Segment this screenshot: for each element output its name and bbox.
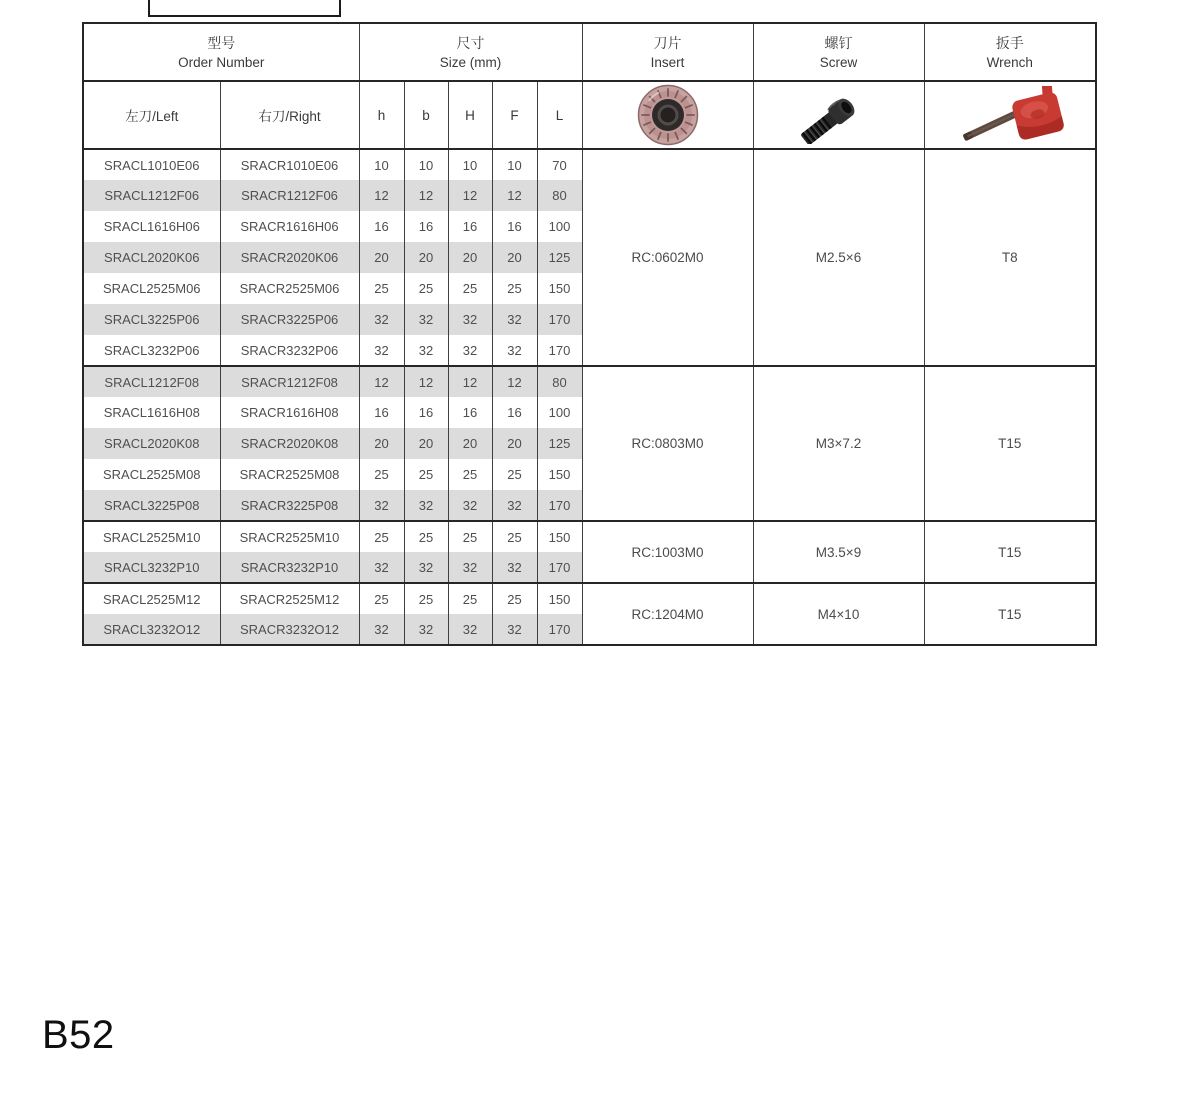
size-H-cell: 10 <box>448 149 492 180</box>
order-right-cell: SRACR1616H06 <box>220 211 359 242</box>
insert-model-cell: RC:1204M0 <box>582 583 753 645</box>
size-F-cell: 32 <box>492 335 537 366</box>
order-right-cell: SRACR2020K06 <box>220 242 359 273</box>
size-F-cell: 25 <box>492 273 537 304</box>
order-left-cell: SRACL2525M10 <box>83 521 220 552</box>
size-F-cell: 10 <box>492 149 537 180</box>
size-L-cell: 125 <box>537 428 582 459</box>
order-right-cell: SRACR2525M12 <box>220 583 359 614</box>
size-H-cell: 16 <box>448 211 492 242</box>
table-row <box>83 366 1096 397</box>
size-h-cell: 16 <box>359 397 404 428</box>
size-h-cell: 16 <box>359 211 404 242</box>
size-b-cell: 16 <box>404 397 448 428</box>
order-left-cell: SRACL1212F06 <box>83 180 220 211</box>
order-right-cell: SRACR3232P10 <box>220 552 359 583</box>
order-right-cell: SRACR3232O12 <box>220 614 359 645</box>
order-right-cell: SRACR2525M08 <box>220 459 359 490</box>
size-H-cell: 32 <box>448 614 492 645</box>
size-h-cell: 25 <box>359 459 404 490</box>
col-header-h: h <box>359 81 404 149</box>
insert-header <box>582 23 753 81</box>
order-right-cell: SRACR3225P06 <box>220 304 359 335</box>
size-H-cell: 12 <box>448 180 492 211</box>
size-b-cell: 32 <box>404 304 448 335</box>
size-F-cell: 16 <box>492 211 537 242</box>
size-F-cell: 32 <box>492 552 537 583</box>
insert-header-zh: 刀片 <box>653 34 682 51</box>
size-b-cell: 25 <box>404 521 448 552</box>
insert-model-cell: RC:1003M0 <box>582 521 753 583</box>
size-H-cell: 20 <box>448 242 492 273</box>
wrench-header-zh: 扳手 <box>995 34 1024 51</box>
size-h-cell: 25 <box>359 583 404 614</box>
screw-header <box>753 23 924 81</box>
screw-header-en: Screw <box>819 54 858 70</box>
table-row <box>83 149 1096 180</box>
order-left-cell: SRACL3225P08 <box>83 490 220 521</box>
size-L-cell: 170 <box>537 490 582 521</box>
size-H-cell: 32 <box>448 552 492 583</box>
order-right-cell: SRACR1616H08 <box>220 397 359 428</box>
screw-header-zh: 螺钉 <box>824 34 853 51</box>
table-row <box>83 583 1096 614</box>
order-left-cell: SRACL3225P06 <box>83 304 220 335</box>
order-right-cell: SRACR3225P08 <box>220 490 359 521</box>
size-h-cell: 10 <box>359 149 404 180</box>
order-left-cell: SRACL2020K08 <box>83 428 220 459</box>
order-right-cell: SRACR2525M06 <box>220 273 359 304</box>
size-H-cell: 32 <box>448 304 492 335</box>
size-F-cell: 20 <box>492 428 537 459</box>
order-number-header-zh: 型号 <box>207 34 236 51</box>
order-left-cell: SRACL3232O12 <box>83 614 220 645</box>
wrench-spec-cell: T15 <box>924 366 1096 521</box>
col-header-H: H <box>448 81 492 149</box>
size-h-cell: 25 <box>359 273 404 304</box>
size-F-cell: 12 <box>492 366 537 397</box>
wrench-spec-cell: T8 <box>924 149 1096 366</box>
size-L-cell: 150 <box>537 459 582 490</box>
size-H-cell: 25 <box>448 583 492 614</box>
order-number-header <box>83 23 359 81</box>
insert-model-cell: RC:0602M0 <box>582 149 753 366</box>
size-h-cell: 12 <box>359 180 404 211</box>
size-F-cell: 32 <box>492 304 537 335</box>
order-left-cell: SRACL3232P06 <box>83 335 220 366</box>
flag-torx-wrench-image <box>954 86 1066 144</box>
page-number: B52 <box>42 1013 115 1057</box>
size-H-cell: 25 <box>448 273 492 304</box>
size-h-cell: 12 <box>359 366 404 397</box>
order-right-cell: SRACR2020K08 <box>220 428 359 459</box>
size-L-cell: 80 <box>537 180 582 211</box>
size-b-cell: 25 <box>404 459 448 490</box>
size-L-cell: 170 <box>537 552 582 583</box>
size-L-cell: 100 <box>537 211 582 242</box>
size-b-cell: 20 <box>404 242 448 273</box>
order-left-cell: SRACL1010E06 <box>83 149 220 180</box>
size-header <box>359 23 582 81</box>
size-F-cell: 20 <box>492 242 537 273</box>
size-h-cell: 25 <box>359 521 404 552</box>
size-h-cell: 32 <box>359 552 404 583</box>
order-left-cell: SRACL1616H06 <box>83 211 220 242</box>
order-left-cell: SRACL2525M12 <box>83 583 220 614</box>
col-header-L: L <box>537 81 582 149</box>
wrench-spec-cell: T15 <box>924 583 1096 645</box>
order-left-cell: SRACL1616H08 <box>83 397 220 428</box>
size-header-en: Size (mm) <box>439 54 502 70</box>
screw-spec-cell: M2.5×6 <box>753 149 924 366</box>
right-tool-column-header: 右刀/Right <box>220 81 359 149</box>
table-header-row-2 <box>83 81 1096 149</box>
order-right-cell: SRACR1010E06 <box>220 149 359 180</box>
size-H-cell: 16 <box>448 397 492 428</box>
order-right-cell: SRACR2525M10 <box>220 521 359 552</box>
col-header-F: F <box>492 81 537 149</box>
wrench-spec-cell: T15 <box>924 521 1096 583</box>
size-b-cell: 12 <box>404 366 448 397</box>
screw-image-cell <box>753 81 924 149</box>
size-b-cell: 20 <box>404 428 448 459</box>
size-b-cell: 32 <box>404 552 448 583</box>
table-header-row-1 <box>83 23 1096 81</box>
size-L-cell: 170 <box>537 335 582 366</box>
size-b-cell: 25 <box>404 273 448 304</box>
order-left-cell: SRACL2525M08 <box>83 459 220 490</box>
order-left-cell: SRACL3232P10 <box>83 552 220 583</box>
insert-model-cell: RC:0803M0 <box>582 366 753 521</box>
wrench-header <box>924 23 1096 81</box>
size-h-cell: 32 <box>359 335 404 366</box>
torx-screw-image <box>793 86 885 144</box>
size-L-cell: 100 <box>537 397 582 428</box>
size-b-cell: 16 <box>404 211 448 242</box>
order-right-cell: SRACR1212F06 <box>220 180 359 211</box>
size-H-cell: 12 <box>448 366 492 397</box>
size-L-cell: 150 <box>537 273 582 304</box>
screw-spec-cell: M4×10 <box>753 583 924 645</box>
round-insert-image <box>636 84 700 146</box>
size-F-cell: 32 <box>492 614 537 645</box>
size-L-cell: 70 <box>537 149 582 180</box>
size-L-cell: 170 <box>537 614 582 645</box>
size-F-cell: 12 <box>492 180 537 211</box>
size-H-cell: 32 <box>448 335 492 366</box>
size-F-cell: 32 <box>492 490 537 521</box>
size-b-cell: 32 <box>404 335 448 366</box>
order-right-cell: SRACR1212F08 <box>220 366 359 397</box>
size-b-cell: 32 <box>404 490 448 521</box>
size-h-cell: 20 <box>359 428 404 459</box>
insert-header-en: Insert <box>650 54 685 70</box>
size-h-cell: 32 <box>359 490 404 521</box>
size-L-cell: 170 <box>537 304 582 335</box>
size-b-cell: 10 <box>404 149 448 180</box>
size-L-cell: 125 <box>537 242 582 273</box>
size-F-cell: 25 <box>492 521 537 552</box>
size-H-cell: 25 <box>448 459 492 490</box>
screw-spec-cell: M3×7.2 <box>753 366 924 521</box>
size-F-cell: 25 <box>492 459 537 490</box>
size-h-cell: 32 <box>359 614 404 645</box>
size-L-cell: 150 <box>537 521 582 552</box>
size-b-cell: 12 <box>404 180 448 211</box>
wrench-image-cell <box>924 81 1096 149</box>
order-number-header-en: Order Number <box>178 54 265 70</box>
size-b-cell: 25 <box>404 583 448 614</box>
size-F-cell: 25 <box>492 583 537 614</box>
left-tool-column-header: 左刀/Left <box>83 81 220 149</box>
cutoff-title-box <box>148 0 341 17</box>
wrench-header-en: Wrench <box>986 54 1033 70</box>
size-L-cell: 150 <box>537 583 582 614</box>
insert-image-cell <box>582 81 753 149</box>
size-L-cell: 80 <box>537 366 582 397</box>
screw-spec-cell: M3.5×9 <box>753 521 924 583</box>
col-header-b: b <box>404 81 448 149</box>
order-right-cell: SRACR3232P06 <box>220 335 359 366</box>
order-left-cell: SRACL1212F08 <box>83 366 220 397</box>
size-F-cell: 16 <box>492 397 537 428</box>
size-H-cell: 20 <box>448 428 492 459</box>
size-h-cell: 20 <box>359 242 404 273</box>
product-spec-table <box>82 22 1097 646</box>
table-row <box>83 521 1096 552</box>
size-b-cell: 32 <box>404 614 448 645</box>
size-header-zh: 尺寸 <box>456 34 485 51</box>
order-left-cell: SRACL2020K06 <box>83 242 220 273</box>
size-h-cell: 32 <box>359 304 404 335</box>
order-left-cell: SRACL2525M06 <box>83 273 220 304</box>
size-H-cell: 32 <box>448 490 492 521</box>
size-H-cell: 25 <box>448 521 492 552</box>
